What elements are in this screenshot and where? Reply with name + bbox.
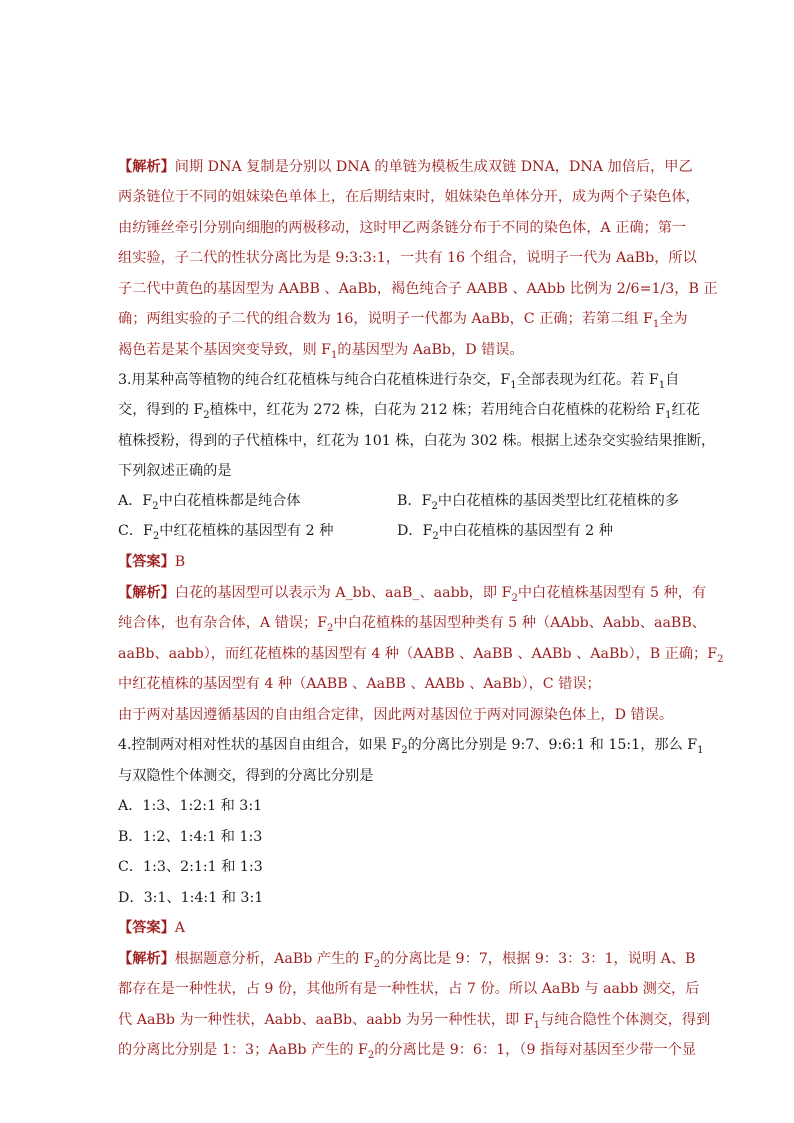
line-text: 下列叙述正确的是: [118, 463, 232, 479]
line-text: 中红花植株的基因型有 4 种（AABB 、AaBB 、AABb 、AaBb），C 错误；: [118, 676, 601, 692]
section-tag: 【解析】: [118, 951, 175, 967]
line-text: 植株授粉，得到的子代植株中，红花为 101 株，白花为 302 株。根据上述杂交实验结果推断，: [118, 433, 716, 449]
line-text: A: [174, 920, 186, 936]
line-text: 间期 DNA 复制是分别以 DNA 的单链为模板生成双链 DNA，DNA 加倍后，甲乙: [174, 159, 693, 175]
line-text: 由纺锤丝牵引分别向细胞的两极移动，这时甲乙两条链分布于不同的染色体，A 正确；第一: [118, 220, 687, 236]
line-text: 3.用某种高等植物的纯合红花植株与纯合白花植株进行杂交，$F_1$全部表现为红花。若 $F_1$自: [118, 372, 680, 391]
line-text: 确；两组实验的子二代的组合数为 16，说明子一代都为 AaBb，C 正确；若第二组 $F_1$全为: [118, 311, 688, 330]
line-text: 纯合体，也有杂合体，A 错误；$F_2$中白花植株的基因型种类有 5 种（AAbb、Aabb、aaBB、: [118, 615, 706, 634]
line-text: 子二代中黄色的基因型为 AABB 、AaBb，褐色纯合子 AABB 、AAbb 比例为 2/6=1/3，B 正: [118, 281, 718, 297]
section-tag: 【解析】: [118, 159, 175, 175]
line-text: 根据题意分析，AaBb 产生的 $F_2$的分离比是 9：7，根据 9：3：3：1，说明 A、B: [174, 951, 696, 970]
line-text: D．3:1、1:4:1 和 3:1: [118, 890, 264, 906]
line-text: 褐色若是某个基因突变导致，则 $F_1$的基因型为 AaBb，D 错误。: [118, 342, 524, 361]
line-text: 都存在是一种性状，占 9 份，其他所有是一种性状，占 7 份。所以 AaBb 与 aabb 测交，后: [118, 981, 700, 997]
section-tag: 【解析】: [118, 585, 175, 601]
line-text: 的分离比分别是 1：3；AaBb 产生的 $F_2$的分离比是 9：6：1，（9 指每对基因至少带一个显: [118, 1042, 697, 1061]
section-tag: 【答案】: [118, 554, 175, 570]
line-text: B．1:2、1:4:1 和 1:3: [118, 829, 263, 845]
option-right: B．$F_2$中白花植株的基因类型比红花植株的多: [397, 493, 680, 512]
line-text: 4.控制两对相对性状的基因自由组合，如果 $F_2$的分离比分别是 9:7、9:6:1 和 15:1，那么 $F_1$: [118, 737, 704, 756]
line-text: 两条链位于不同的姐妹染色单体上，在后期结束时，姐妹染色单体分开，成为两个子染色体，: [118, 189, 700, 205]
option-left: C．$F_2$中红花植株的基因型有 2 种: [118, 523, 334, 542]
option-right: D．$F_2$中白花植株的基因型有 2 种: [397, 523, 613, 542]
line-text: 交，得到的 $F_2$植株中，红花为 272 株，白花为 212 株；若用纯合白花植株的花粉给 $F_1$红花: [118, 402, 700, 421]
option-left: A．$F_2$中白花植株都是纯合体: [118, 493, 301, 512]
section-tag: 【答案】: [118, 920, 175, 936]
line-text: 代 AaBb 为一种性状，Aabb、aaBb、aabb 为另一种性状，即 $F_1$与纯合隐性个体测交，得到: [118, 1012, 711, 1031]
line-text: 白花的基因型可以表示为 A_bb、aaB_、aabb，即 $F_2$中白花植株基因型有 5 种，有: [174, 585, 707, 604]
line-text: 组实验，子二代的性状分离比为是 9:3:3:1，一共有 16 个组合，说明子一代为 AaBb，所以: [118, 250, 697, 266]
line-text: A．1:3、1:2:1 和 3:1: [118, 798, 263, 814]
line-text: C．1:3、2:1:1 和 1:3: [118, 859, 263, 875]
line-text: aaBb、aabb），而红花植株的基因型有 4 种（AABB 、AaBB 、AABb 、AaBb），B 正确；$F_2$: [118, 646, 724, 665]
line-text: 由于两对基因遵循基因的自由组合定律，因此两对基因位于两对同源染色体上，D 错误。: [118, 707, 674, 723]
line-text: B: [174, 554, 186, 570]
line-text: 与双隐性个体测交，得到的分离比分别是: [118, 768, 374, 784]
